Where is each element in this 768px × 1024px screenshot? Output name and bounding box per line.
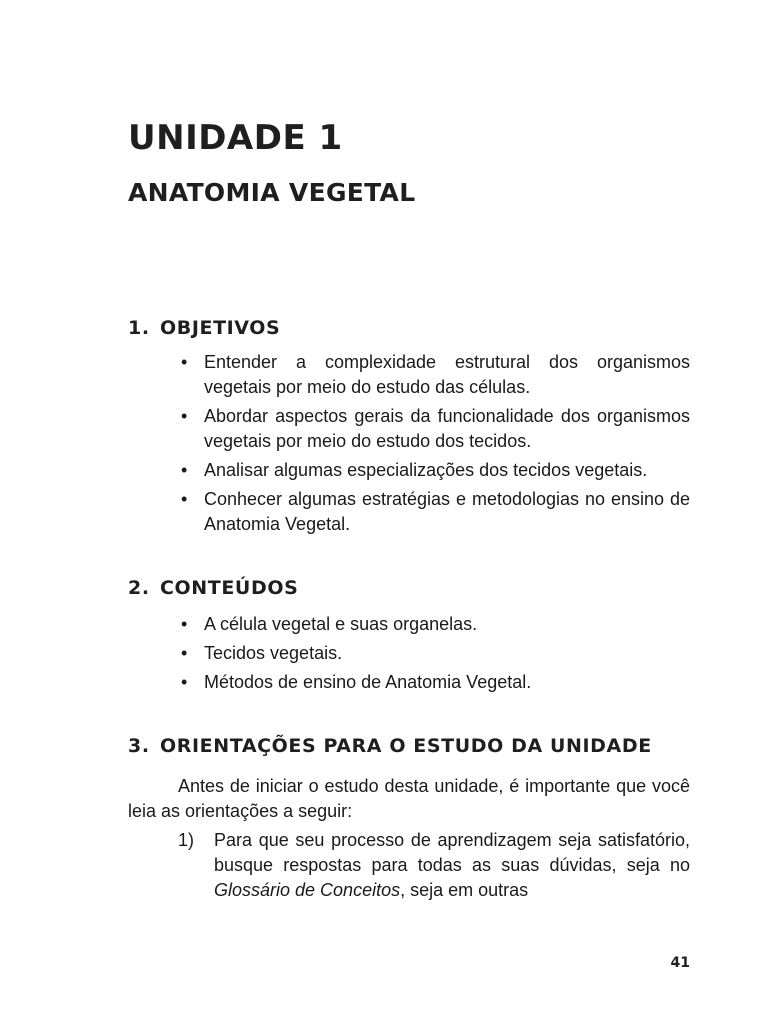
section-title: CONTEÚDOS — [160, 577, 299, 599]
section-heading-conteudos — [128, 577, 298, 599]
section-title: OBJETIVOS — [160, 317, 281, 339]
list-item: • Tecidos vegetais. — [178, 641, 690, 666]
section-number: 2. — [128, 577, 150, 599]
list-item: • A célula vegetal e suas organelas. — [178, 612, 690, 637]
list-item: • Conhecer algumas estratégias e metodologias no ensino de Anatomia Vegetal. — [181, 489, 690, 534]
bullet-icon: • — [181, 614, 188, 634]
bullet-icon: • — [181, 460, 188, 480]
list-item: • Métodos de ensino de Anatomia Vegetal. — [178, 670, 690, 695]
document-page — [128, 0, 690, 1024]
objetivos-list — [178, 350, 690, 541]
section-heading-orientacoes — [128, 735, 652, 757]
unit-subtitle: ANATOMIA VEGETAL — [128, 178, 416, 207]
section-number: 1. — [128, 317, 150, 339]
conteudos-list — [178, 612, 690, 699]
list-item: • Entender a complexidade estrutural dos organismos vegetais por meio do estudo das células. — [181, 352, 690, 397]
bullet-icon: • — [181, 643, 188, 663]
intro-paragraph: Antes de iniciar o estudo desta unidade, é importante que você leia as orientações a seguir: — [128, 776, 690, 821]
list-item: 1) Para que seu processo de aprendizagem seja satisfatório, busque respostas para todas as suas dúvidas, seja no Glossário de Conceitos, seja em outras — [178, 830, 690, 900]
step-marker: 1) — [178, 830, 195, 850]
list-item: • Abordar aspectos gerais da funcionalidade dos organismos vegetais por meio do estudo dos tecidos. — [181, 406, 690, 451]
bullet-icon: • — [181, 489, 188, 509]
section-number: 3. — [128, 735, 150, 757]
list-item: • Analisar algumas especializações dos tecidos vegetais. — [178, 458, 690, 483]
unit-title: UNIDADE 1 — [128, 118, 343, 158]
bullet-icon: • — [181, 406, 188, 426]
bullet-icon: • — [181, 672, 188, 692]
bullet-icon: • — [181, 352, 188, 372]
orientacoes-steps — [178, 828, 690, 903]
section-heading-objetivos — [128, 317, 280, 339]
page-number: 41 — [670, 955, 690, 971]
section-title: ORIENTAÇÕES PARA O ESTUDO DA UNIDADE — [160, 735, 652, 757]
glossary-reference: Glossário de Conceitos — [214, 880, 401, 900]
